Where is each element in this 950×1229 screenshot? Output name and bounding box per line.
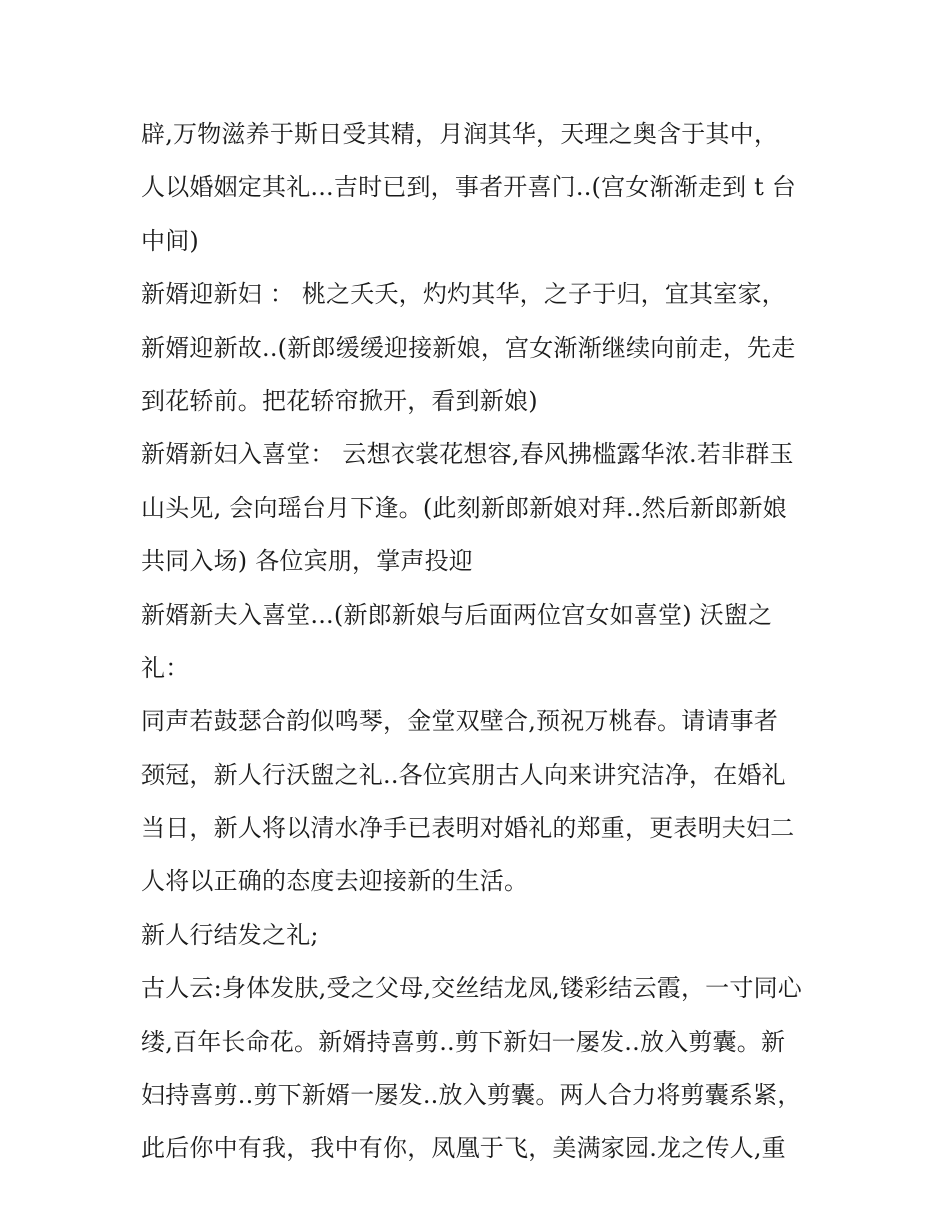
text-line: 新婿新妇入喜堂： 云想衣裳花想容,春风拂槛露华浓.若非群玉 (141, 440, 794, 469)
text-line: 古人云:身体发肤,受之父母,交丝结龙凤,镂彩结云霞，一寸同心 (141, 974, 802, 1003)
text-line: 新婿迎新故..(新郎缓缓迎接新娘，宫女渐渐继续向前走，先走 (141, 333, 796, 362)
text-line: 共同入场) 各位宾朋，掌声投迎 (141, 547, 473, 576)
text-line: 人将以正确的态度去迎接新的生活。 (141, 867, 529, 896)
text-line: 当日，新人将以清水净手已表明对婚礼的郑重，更表明夫妇二 (141, 814, 795, 843)
text-line: 礼： (141, 653, 190, 682)
text-line: 缕,百年长命花。新婿持喜剪..剪下新妇一屡发..放入剪囊。新 (141, 1027, 786, 1056)
text-line: 中间) (141, 226, 199, 255)
text-line: 辟,万物滋养于斯日受其精，月润其华，天理之奥含于其中， (141, 120, 779, 148)
text-line: 新婿新夫入喜堂...(新郎新娘与后面两位宫女如喜堂) 沃盥之 (141, 600, 773, 629)
text-line: 新人行结发之礼; (141, 920, 319, 949)
text-line: 此后你中有我，我中有你，凤凰于飞，美满家园.龙之传人,重 (141, 1134, 786, 1163)
text-line: 同声若鼓瑟合韵似鸣琴，金堂双壁合,预祝万桃春。请请事者 (141, 707, 779, 736)
text-line: 新婿迎新妇 ： 桃之夭夭，灼灼其华，之子于归，宜其室家， (141, 280, 786, 309)
text-line: 山头见, 会向瑶台月下逢。(此刻新郎新娘对拜..然后新郎新娘 (141, 493, 787, 522)
text-line: 人以婚姻定其礼...吉时已到，事者开喜门..(宫女渐渐走到 t 台 (141, 173, 797, 202)
document-body (141, 108, 821, 1176)
text-line: 妇持喜剪..剪下新婿一屡发..放入剪囊。两人合力将剪囊系紧， (141, 1081, 802, 1110)
text-line: 到花轿前。把花轿帘掀开，看到新娘) (141, 386, 538, 415)
text-line: 颈冠，新人行沃盥之礼..各位宾朋古人向来讲究洁净，在婚礼 (141, 760, 786, 789)
